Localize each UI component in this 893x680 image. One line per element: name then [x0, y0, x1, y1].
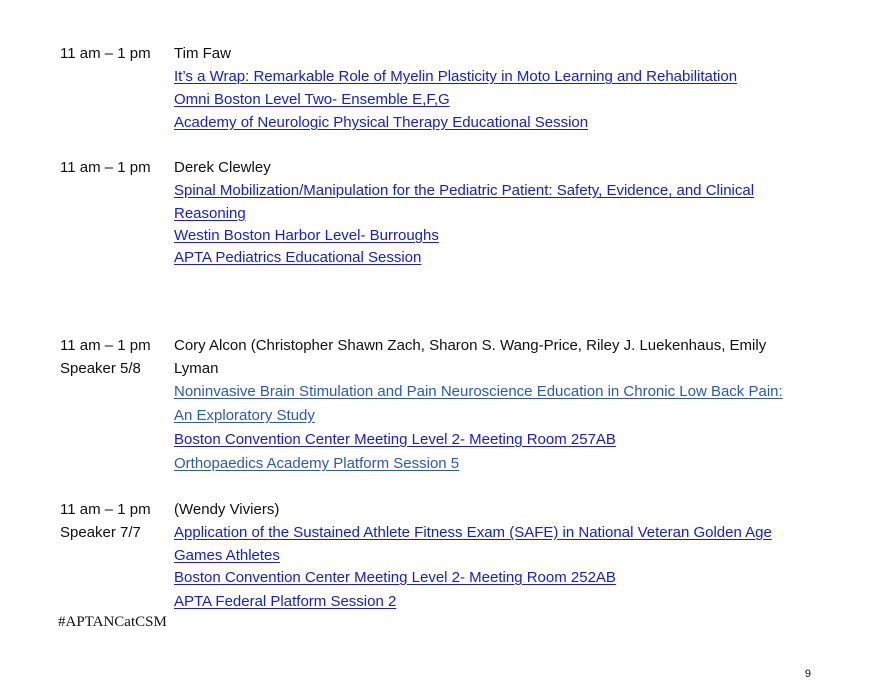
session-row	[60, 42, 860, 134]
session-speaker-number: Speaker 5/8	[60, 360, 141, 377]
session-row	[60, 334, 860, 476]
session-details	[174, 42, 860, 134]
session-details	[174, 156, 860, 269]
session-location-link[interactable]: Westin Boston Harbor Level- Burroughs	[174, 227, 439, 244]
session-location-link[interactable]: Boston Convention Center Meeting Level 2- Meeting Room 257AB	[174, 431, 616, 448]
session-speaker: Derek Clewley	[174, 159, 271, 176]
session-details	[174, 334, 860, 476]
session-row	[60, 156, 860, 269]
session-location-link[interactable]: Omni Boston Level Two- Ensemble E,F,G	[174, 91, 450, 108]
session-title-link[interactable]: Spinal Mobilization/Manipulation for the Pediatric Patient: Safety, Evidence, and Clinical Reasoning	[174, 182, 755, 222]
session-type-link[interactable]: APTA Pediatrics Educational Session	[174, 249, 422, 266]
session-type-link[interactable]: Orthopaedics Academy Platform Session 5	[174, 455, 460, 472]
session-speaker: Cory Alcon (Christopher Shawn Zach, Sharon S. Wang-Price, Riley J. Luekenhaus, Emily Lyman	[174, 337, 767, 377]
session-entry	[60, 498, 860, 615]
session-entry	[60, 156, 860, 269]
session-title-link[interactable]: It’s a Wrap: Remarkable Role of Myelin Plasticity in Moto Learning and Rehabilitation	[174, 68, 738, 85]
page-number: 9	[804, 668, 811, 680]
session-entry	[60, 42, 860, 134]
session-time: 11 am – 1 pm	[60, 159, 151, 176]
session-time-column	[60, 156, 174, 179]
session-speaker-number: Speaker 7/7	[60, 524, 141, 541]
session-speaker: (Wendy Viviers)	[174, 501, 280, 518]
session-location-link[interactable]: Boston Convention Center Meeting Level 2- Meeting Room 252AB	[174, 569, 616, 586]
session-time-column	[60, 498, 174, 544]
session-time: 11 am – 1 pm	[60, 501, 151, 518]
session-title-link[interactable]: Noninvasive Brain Stimulation and Pain Neuroscience Education in Chronic Low Back Pain: An Exploratory Study	[174, 383, 783, 424]
session-time: 11 am – 1 pm	[60, 337, 151, 354]
session-time: 11 am – 1 pm	[60, 45, 151, 62]
session-type-link[interactable]: APTA Federal Platform Session 2	[174, 593, 397, 610]
session-title-link[interactable]: Application of the Sustained Athlete Fitness Exam (SAFE) in National Veteran Golden Age Games Athletes	[174, 524, 772, 564]
session-time-column	[60, 334, 174, 380]
session-row	[60, 498, 860, 615]
session-type-link[interactable]: Academy of Neurologic Physical Therapy Educational Session	[174, 114, 589, 131]
session-entry	[60, 334, 860, 476]
event-hashtag: #APTANCatCSM	[58, 614, 167, 630]
session-speaker: Tim Faw	[174, 45, 231, 62]
session-time-column	[60, 42, 174, 65]
session-details	[174, 498, 860, 615]
